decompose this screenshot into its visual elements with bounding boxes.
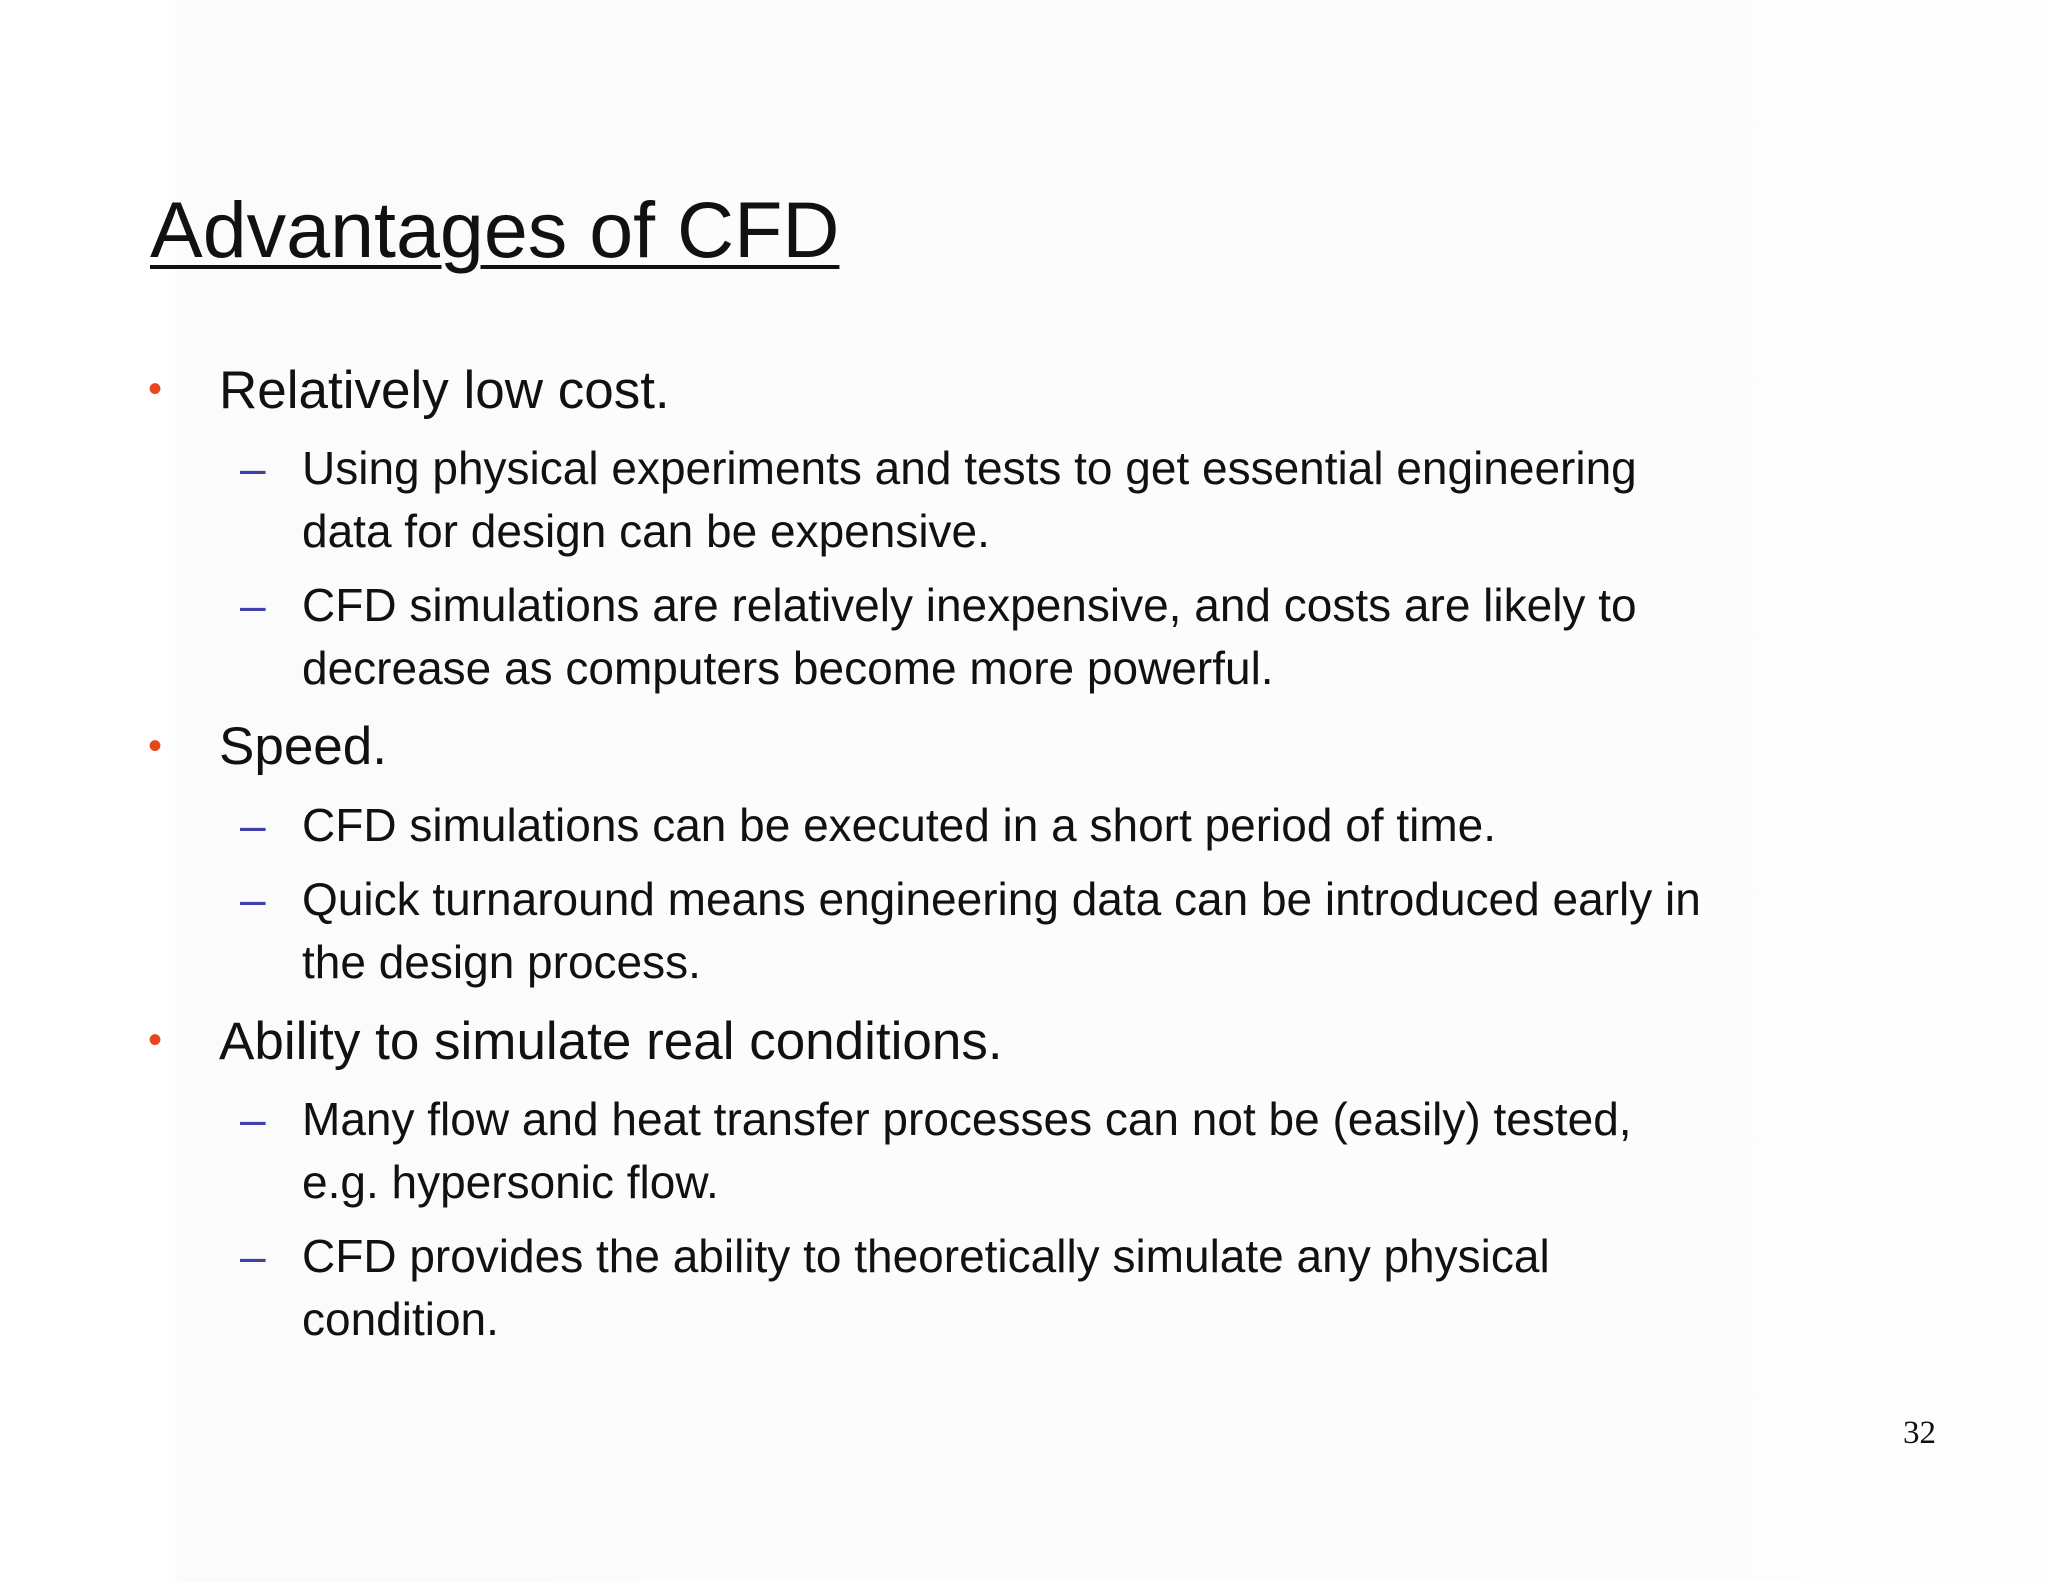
subitem-line: Quick turnaround means engineering data can be introduced early in — [302, 873, 1701, 925]
bullet-marker: • — [148, 724, 163, 768]
page-number: 32 — [1903, 1415, 1936, 1451]
subitem-dash: – — [240, 799, 266, 851]
subitem-dash: – — [240, 873, 266, 925]
subitem-line: the design process. — [302, 936, 701, 988]
subitem-line: CFD simulations are relatively inexpensive, and costs are likely to — [302, 579, 1637, 631]
subitem-dash: – — [240, 1230, 266, 1282]
subitem-line: data for design can be expensive. — [302, 505, 990, 557]
subitem-line: Using physical experiments and tests to get essential engineering — [302, 442, 1637, 494]
bullet-item: Speed. — [219, 717, 387, 776]
subitem-line: CFD provides the ability to theoretically simulate any physical — [302, 1230, 1550, 1282]
subitem-line: e.g. hypersonic flow. — [302, 1156, 719, 1208]
bullet-item: Ability to simulate real conditions. — [219, 1012, 1003, 1071]
subitem-dash: – — [240, 579, 266, 631]
slide-title: Advantages of CFD — [150, 185, 840, 274]
subitem-line: Many flow and heat transfer processes can not be (easily) tested, — [302, 1093, 1632, 1145]
bullet-item: Relatively low cost. — [219, 361, 670, 420]
bullet-marker: • — [148, 367, 163, 411]
subitem-line: decrease as computers become more powerful. — [302, 642, 1274, 694]
subitem-dash: – — [240, 442, 266, 494]
subitem-dash: – — [240, 1093, 266, 1145]
subitem-line: CFD simulations can be executed in a short period of time. — [302, 799, 1497, 851]
bullet-marker: • — [148, 1018, 163, 1062]
subitem-line: condition. — [302, 1293, 499, 1345]
